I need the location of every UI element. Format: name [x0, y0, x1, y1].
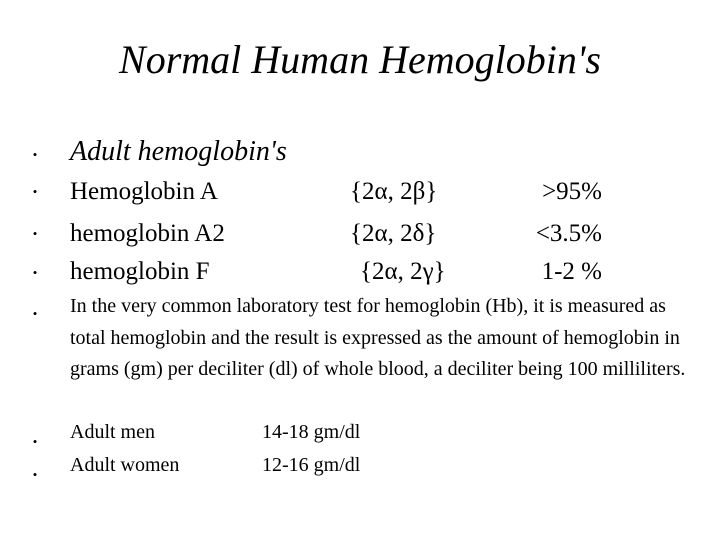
- hemoglobin-name: Hemoglobin A: [70, 178, 218, 205]
- bullet-icon: •: [32, 434, 38, 449]
- measurement-value: 12-16 gm/dl: [262, 454, 361, 476]
- hemoglobin-percent: 1-2 %: [541, 258, 602, 285]
- hemoglobin-name: hemoglobin A2: [70, 220, 225, 247]
- hemoglobin-percent: <3.5%: [535, 220, 602, 247]
- bullet-icon: •: [32, 184, 38, 199]
- bullet-icon: •: [32, 226, 38, 241]
- bullet-icon: •: [32, 306, 38, 321]
- hemoglobin-name: hemoglobin F: [70, 258, 210, 285]
- measurement-label: Adult women: [70, 454, 180, 476]
- bullet-icon: •: [32, 147, 38, 162]
- bullet-icon: •: [32, 265, 38, 280]
- hemoglobin-formula: {2α, 2β}: [350, 178, 438, 205]
- slide-title: Normal Human Hemoglobin's: [119, 37, 601, 82]
- measurement-label: Adult men: [70, 421, 155, 443]
- hemoglobin-formula: {2α, 2γ}: [360, 258, 446, 285]
- paragraph-text: In the very common laboratory test for hemoglobin (Hb), it is measured as total hemoglobin and the result is expressed as the amount of hemoglobin in grams (gm) per deciliter (dl) of whole blood, a deciliter being 100 milliliters.: [70, 295, 686, 380]
- measurement-value: 14-18 gm/dl: [262, 421, 361, 443]
- bullet-icon: •: [32, 467, 38, 482]
- hemoglobin-percent: >95%: [542, 178, 602, 205]
- subheading: Adult hemoglobin's: [70, 136, 287, 167]
- hemoglobin-formula: {2α, 2δ}: [350, 220, 437, 247]
